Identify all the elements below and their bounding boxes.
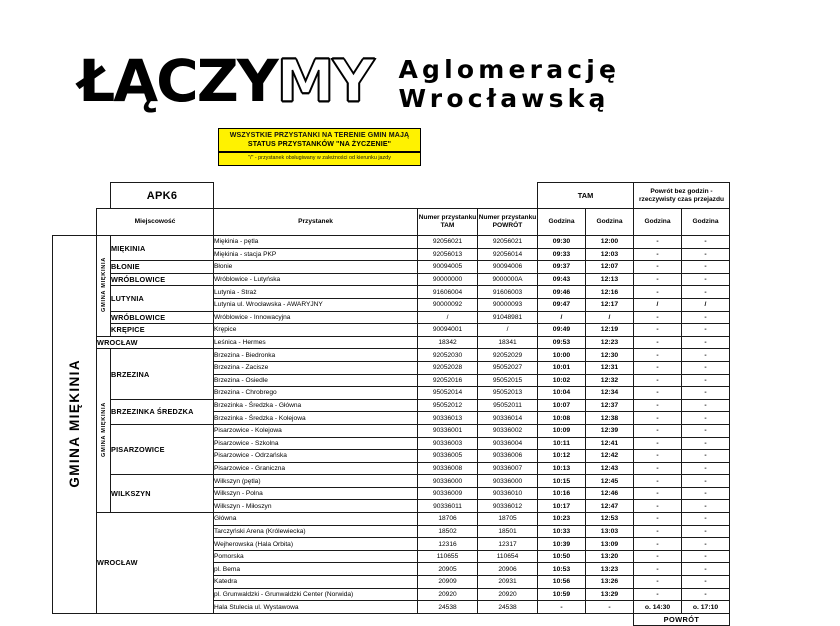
timetable-sheet: [0, 182, 840, 625]
stop-name-cell: Miękinia - pętla: [214, 236, 418, 249]
table-row: [53, 261, 730, 274]
stop-name-cell: Wilkszyn - Miłoszyn: [214, 500, 418, 513]
spacer-cell: [53, 209, 97, 236]
time-tam-1-cell: 10:56: [538, 576, 586, 589]
column-header-numer-tam: Numer przystanku TAM: [418, 209, 478, 236]
locality-cell: WRÓBLOWICE: [111, 311, 214, 324]
stop-number-powrot-cell: 90000093: [478, 298, 538, 311]
time-powrot-1-cell: -: [634, 513, 682, 526]
column-header-godzina-powrot-1: Godzina: [634, 209, 682, 236]
time-tam-2-cell: 12:00: [586, 236, 634, 249]
time-tam-1-cell: 10:15: [538, 475, 586, 488]
spacer-cell: [97, 183, 111, 209]
time-tam-1-cell: 10:07: [538, 399, 586, 412]
table-row: [53, 475, 730, 488]
notice-line1: WSZYSTKIE PRZYSTANKI NA TERENIE GMIN MAJĄ: [229, 131, 410, 139]
stop-number-tam-cell: 92052016: [418, 374, 478, 387]
time-powrot-2-cell: -: [682, 424, 730, 437]
time-powrot-1-cell: -: [634, 361, 682, 374]
time-powrot-1-cell: -: [634, 563, 682, 576]
stop-name-cell: Brzezina - Chrobrego: [214, 387, 418, 400]
locality-cell: WROCŁAW: [97, 513, 214, 614]
time-tam-2-cell: 12:13: [586, 273, 634, 286]
locality-cell: MIĘKINIA: [111, 236, 214, 261]
stop-name-cell: Wilkszyn - Polna: [214, 487, 418, 500]
time-tam-1-cell: 10:11: [538, 437, 586, 450]
time-powrot-1-cell: -: [634, 450, 682, 463]
time-tam-2-cell: 12:38: [586, 412, 634, 425]
time-tam-1-cell: 10:04: [538, 387, 586, 400]
time-tam-2-cell: 13:09: [586, 538, 634, 551]
time-tam-2-cell: 13:03: [586, 525, 634, 538]
time-tam-2-cell: 12:32: [586, 374, 634, 387]
time-tam-1-cell: 10:09: [538, 424, 586, 437]
brand-logo: [78, 47, 621, 115]
time-tam-1-cell: /: [538, 311, 586, 324]
time-powrot-2-cell: -: [682, 462, 730, 475]
time-powrot-2-cell: -: [682, 513, 730, 526]
time-tam-1-cell: 10:33: [538, 525, 586, 538]
stop-number-tam-cell: 92052030: [418, 349, 478, 362]
stop-name-cell: Pisarzowice - Kolejowa: [214, 424, 418, 437]
time-tam-2-cell: 13:23: [586, 563, 634, 576]
time-tam-2-cell: 12:46: [586, 487, 634, 500]
time-tam-2-cell: 12:03: [586, 248, 634, 261]
time-powrot-1-cell: -: [634, 374, 682, 387]
footer-row: [53, 613, 730, 626]
stop-number-tam-cell: 18342: [418, 336, 478, 349]
stop-number-powrot-cell: 18341: [478, 336, 538, 349]
locality-cell: WRÓBLOWICE: [111, 273, 214, 286]
stop-name-cell: Wejherowska (Hala Orbita): [214, 538, 418, 551]
time-tam-2-cell: 12:39: [586, 424, 634, 437]
time-powrot-1-cell: -: [634, 324, 682, 337]
time-powrot-2-cell: -: [682, 387, 730, 400]
logo-text-black: ŁĄCZY: [78, 47, 277, 115]
time-powrot-1-cell: -: [634, 462, 682, 475]
table-row: [53, 273, 730, 286]
time-powrot-1-cell: -: [634, 261, 682, 274]
stop-number-tam-cell: 95052014: [418, 387, 478, 400]
stop-name-cell: Brzezina - Zacisze: [214, 361, 418, 374]
stop-number-powrot-cell: 92056021: [478, 236, 538, 249]
stop-name-cell: Pisarzowice - Szkolna: [214, 437, 418, 450]
stop-number-powrot-cell: 95052011: [478, 399, 538, 412]
time-powrot-2-cell: /: [682, 298, 730, 311]
time-tam-1-cell: 10:17: [538, 500, 586, 513]
column-header-godzina-powrot-2: Godzina: [682, 209, 730, 236]
column-header-numer-powrot: Numer przystanku POWRÓT: [478, 209, 538, 236]
time-tam-1-cell: 09:46: [538, 286, 586, 299]
time-tam-1-cell: 10:13: [538, 462, 586, 475]
stop-name-cell: Hala Stulecia ul. Wystawowa: [214, 601, 418, 614]
time-tam-2-cell: 12:17: [586, 298, 634, 311]
locality-cell: BŁONIE: [111, 261, 214, 274]
stop-number-powrot-cell: 90336007: [478, 462, 538, 475]
time-powrot-2-cell: -: [682, 538, 730, 551]
stop-name-cell: Miękinia - stacja PKP: [214, 248, 418, 261]
column-header-godzina-tam-1: Godzina: [538, 209, 586, 236]
table-row: [53, 399, 730, 412]
stop-name-cell: Lutynia - Straż: [214, 286, 418, 299]
time-powrot-1-cell: -: [634, 236, 682, 249]
stop-name-cell: Brzezina - Osiedle: [214, 374, 418, 387]
stop-number-tam-cell: /: [418, 311, 478, 324]
time-tam-2-cell: 12:23: [586, 336, 634, 349]
logo-subtitle-line2: Wrocławską: [398, 84, 610, 113]
time-tam-2-cell: 13:26: [586, 576, 634, 589]
time-tam-2-cell: 13:20: [586, 550, 634, 563]
logo-subtitle: [398, 55, 620, 113]
stop-name-cell: Lutynia ul. Wrocławska - AWARYJNY: [214, 298, 418, 311]
stop-number-tam-cell: 110655: [418, 550, 478, 563]
time-powrot-1-cell: -: [634, 399, 682, 412]
stop-number-tam-cell: 90094005: [418, 261, 478, 274]
time-powrot-1-cell: -: [634, 349, 682, 362]
time-powrot-2-cell: -: [682, 412, 730, 425]
stop-name-cell: Brzezina - Biedronka: [214, 349, 418, 362]
timetable: [52, 182, 730, 626]
stop-name-cell: Główna: [214, 513, 418, 526]
time-tam-1-cell: 09:53: [538, 336, 586, 349]
time-tam-1-cell: 09:49: [538, 324, 586, 337]
stop-name-cell: pl. Grunwaldzki - Grunwaldzki Center (Norwida): [214, 588, 418, 601]
time-tam-1-cell: 09:37: [538, 261, 586, 274]
footer-powrot-label: POWRÓT: [634, 613, 730, 626]
logo-band: [0, 0, 840, 126]
table-row: [53, 236, 730, 249]
time-tam-1-cell: 10:39: [538, 538, 586, 551]
logo-text-outline: MY: [276, 47, 373, 115]
notice-footnote: "/" - przystanek obsługiwany w zależności od kierunku jazdy: [248, 155, 391, 162]
spacer-cell: [418, 183, 478, 209]
stop-number-powrot-cell: 12317: [478, 538, 538, 551]
time-tam-2-cell: 12:42: [586, 450, 634, 463]
time-tam-2-cell: 12:34: [586, 387, 634, 400]
time-powrot-2-cell: -: [682, 248, 730, 261]
time-tam-2-cell: 12:37: [586, 399, 634, 412]
stop-number-powrot-cell: 90336014: [478, 412, 538, 425]
stop-number-tam-cell: 90336013: [418, 412, 478, 425]
time-tam-1-cell: 10:53: [538, 563, 586, 576]
time-powrot-2-cell: -: [682, 437, 730, 450]
time-tam-2-cell: 12:43: [586, 462, 634, 475]
stop-number-powrot-cell: 18705: [478, 513, 538, 526]
locality-cell: WILKSZYN: [111, 475, 214, 513]
stop-number-powrot-cell: 90336010: [478, 487, 538, 500]
locality-cell: PISARZOWICE: [111, 424, 214, 474]
time-tam-2-cell: 12:16: [586, 286, 634, 299]
stop-name-cell: Brzezinka - Średzka - Główna: [214, 399, 418, 412]
locality-cell: KRĘPICE: [111, 324, 214, 337]
stop-name-cell: Wróblowice - Lutyńska: [214, 273, 418, 286]
time-powrot-1-cell: /: [634, 298, 682, 311]
stop-number-powrot-cell: 91606003: [478, 286, 538, 299]
time-powrot-1-cell: -: [634, 273, 682, 286]
stop-number-powrot-cell: 95052027: [478, 361, 538, 374]
time-powrot-1-cell: -: [634, 387, 682, 400]
stop-number-tam-cell: 90336000: [418, 475, 478, 488]
stop-number-powrot-cell: 90336002: [478, 424, 538, 437]
stop-number-powrot-cell: 92056014: [478, 248, 538, 261]
time-powrot-1-cell: -: [634, 538, 682, 551]
stop-number-powrot-cell: 90336000: [478, 475, 538, 488]
stop-number-tam-cell: 95052012: [418, 399, 478, 412]
stop-number-powrot-cell: 90094006: [478, 261, 538, 274]
time-tam-1-cell: 09:30: [538, 236, 586, 249]
time-powrot-1-cell: o. 14:30: [634, 601, 682, 614]
stop-number-tam-cell: 92056013: [418, 248, 478, 261]
time-powrot-1-cell: -: [634, 286, 682, 299]
time-powrot-2-cell: -: [682, 336, 730, 349]
time-powrot-1-cell: -: [634, 336, 682, 349]
time-tam-2-cell: 12:07: [586, 261, 634, 274]
stop-number-tam-cell: 24538: [418, 601, 478, 614]
time-tam-1-cell: 10:12: [538, 450, 586, 463]
stop-number-powrot-cell: 90336012: [478, 500, 538, 513]
time-tam-1-cell: 10:00: [538, 349, 586, 362]
stop-name-cell: Leśnica - Hermes: [214, 336, 418, 349]
stop-name-cell: Pomorska: [214, 550, 418, 563]
notice-main-text: [219, 129, 420, 151]
time-powrot-2-cell: -: [682, 261, 730, 274]
stop-number-tam-cell: 20909: [418, 576, 478, 589]
stop-name-cell: Błonie: [214, 261, 418, 274]
time-powrot-1-cell: -: [634, 437, 682, 450]
stop-number-powrot-cell: 24538: [478, 601, 538, 614]
header-row-top: [53, 183, 730, 209]
time-tam-1-cell: 10:23: [538, 513, 586, 526]
locality-cell: WROCŁAW: [97, 336, 214, 349]
stop-name-cell: Krępice: [214, 324, 418, 337]
notice-line2: STATUS PRZYSTANKÓW "NA ŻYCZENIE": [247, 140, 392, 149]
time-tam-1-cell: 09:33: [538, 248, 586, 261]
vertical-label-gmina-sub-1: GMINA MIĘKINIA: [97, 236, 111, 337]
group-header-powrot: Powrót bez godzin - rzeczywisty czas przejazdu: [634, 183, 730, 209]
header-row-columns: [53, 209, 730, 236]
table-row: [53, 513, 730, 526]
time-tam-2-cell: 12:19: [586, 324, 634, 337]
timetable-head: [53, 183, 730, 236]
time-tam-1-cell: -: [538, 601, 586, 614]
time-tam-1-cell: 09:43: [538, 273, 586, 286]
time-powrot-2-cell: -: [682, 487, 730, 500]
line-code-badge: APK6: [111, 183, 214, 209]
stop-number-tam-cell: 90336008: [418, 462, 478, 475]
time-powrot-1-cell: -: [634, 311, 682, 324]
time-tam-2-cell: -: [586, 601, 634, 614]
time-powrot-2-cell: -: [682, 563, 730, 576]
stop-name-cell: pl. Bema: [214, 563, 418, 576]
column-header-godzina-tam-2: Godzina: [586, 209, 634, 236]
locality-cell: BRZEZINA: [111, 349, 214, 399]
stop-number-powrot-cell: 91048981: [478, 311, 538, 324]
stop-number-tam-cell: 90000092: [418, 298, 478, 311]
time-tam-1-cell: 09:47: [538, 298, 586, 311]
stop-number-powrot-cell: 20906: [478, 563, 538, 576]
time-powrot-1-cell: -: [634, 487, 682, 500]
stop-name-cell: Wróblowice - Innowacyjna: [214, 311, 418, 324]
group-header-tam: TAM: [538, 183, 634, 209]
time-powrot-1-cell: -: [634, 525, 682, 538]
table-row: [53, 311, 730, 324]
stop-number-tam-cell: 90336001: [418, 424, 478, 437]
time-powrot-2-cell: -: [682, 236, 730, 249]
spacer-cell: [478, 183, 538, 209]
time-powrot-2-cell: -: [682, 361, 730, 374]
column-header-przystanek: Przystanek: [214, 209, 418, 236]
time-tam-2-cell: 12:45: [586, 475, 634, 488]
spacer-cell: [53, 613, 634, 626]
stop-number-powrot-cell: 90336006: [478, 450, 538, 463]
stop-number-tam-cell: 90336011: [418, 500, 478, 513]
time-powrot-2-cell: -: [682, 399, 730, 412]
stop-number-tam-cell: 20905: [418, 563, 478, 576]
stop-number-powrot-cell: 92052029: [478, 349, 538, 362]
stop-number-tam-cell: 90336005: [418, 450, 478, 463]
time-tam-1-cell: 10:50: [538, 550, 586, 563]
stop-number-powrot-cell: 110654: [478, 550, 538, 563]
time-tam-2-cell: 12:31: [586, 361, 634, 374]
time-tam-1-cell: 10:02: [538, 374, 586, 387]
stop-number-powrot-cell: 95052015: [478, 374, 538, 387]
time-powrot-1-cell: -: [634, 424, 682, 437]
table-row: [53, 349, 730, 362]
time-powrot-2-cell: -: [682, 588, 730, 601]
stop-number-powrot-cell: 20920: [478, 588, 538, 601]
locality-cell: BRZEZINKA ŚREDZKA: [111, 399, 214, 424]
stop-number-tam-cell: 90336003: [418, 437, 478, 450]
time-tam-2-cell: 12:41: [586, 437, 634, 450]
stop-name-cell: Brzezinka - Średzka - Kolejowa: [214, 412, 418, 425]
stop-number-tam-cell: 18706: [418, 513, 478, 526]
locality-cell: LUTYNIA: [111, 286, 214, 311]
spacer-cell: [53, 183, 97, 209]
time-tam-2-cell: 12:30: [586, 349, 634, 362]
time-powrot-1-cell: -: [634, 248, 682, 261]
column-header-miejscowosc: Miejscowość: [97, 209, 214, 236]
on-request-notice: [218, 128, 421, 166]
stop-number-powrot-cell: 95052013: [478, 387, 538, 400]
stop-number-tam-cell: 92052028: [418, 361, 478, 374]
stop-number-tam-cell: 12316: [418, 538, 478, 551]
timetable-body: [53, 236, 730, 626]
time-powrot-2-cell: -: [682, 374, 730, 387]
time-powrot-1-cell: -: [634, 500, 682, 513]
stop-number-powrot-cell: 18501: [478, 525, 538, 538]
vertical-label-gmina-sub-2: GMINA MIĘKINIA: [97, 349, 111, 513]
stop-number-tam-cell: 90336009: [418, 487, 478, 500]
time-powrot-2-cell: -: [682, 500, 730, 513]
time-powrot-2-cell: o. 17:10: [682, 601, 730, 614]
time-powrot-2-cell: -: [682, 349, 730, 362]
time-powrot-2-cell: -: [682, 450, 730, 463]
time-tam-1-cell: 10:01: [538, 361, 586, 374]
time-powrot-1-cell: -: [634, 550, 682, 563]
stop-number-powrot-cell: /: [478, 324, 538, 337]
time-powrot-2-cell: -: [682, 311, 730, 324]
logo-subtitle-line1: Aglomerację: [398, 55, 621, 84]
table-row: [53, 336, 730, 349]
stop-number-tam-cell: 20920: [418, 588, 478, 601]
time-powrot-2-cell: -: [682, 324, 730, 337]
time-tam-1-cell: 10:16: [538, 487, 586, 500]
table-row: [53, 424, 730, 437]
stop-name-cell: Wilkszyn (pętla): [214, 475, 418, 488]
time-tam-2-cell: 12:53: [586, 513, 634, 526]
stop-number-powrot-cell: 20931: [478, 576, 538, 589]
time-powrot-1-cell: -: [634, 412, 682, 425]
stop-name-cell: Katedra: [214, 576, 418, 589]
time-powrot-2-cell: -: [682, 475, 730, 488]
time-powrot-2-cell: -: [682, 273, 730, 286]
time-powrot-2-cell: -: [682, 550, 730, 563]
time-powrot-1-cell: -: [634, 576, 682, 589]
time-tam-2-cell: 13:29: [586, 588, 634, 601]
stop-number-tam-cell: 90000000: [418, 273, 478, 286]
time-tam-1-cell: 10:08: [538, 412, 586, 425]
stop-name-cell: Pisarzowice - Graniczna: [214, 462, 418, 475]
time-tam-2-cell: /: [586, 311, 634, 324]
spacer-cell: [214, 183, 418, 209]
stop-name-cell: Pisarzowice - Odrzańska: [214, 450, 418, 463]
time-powrot-1-cell: -: [634, 475, 682, 488]
time-powrot-1-cell: -: [634, 588, 682, 601]
time-powrot-2-cell: -: [682, 525, 730, 538]
time-tam-1-cell: 10:59: [538, 588, 586, 601]
stop-number-tam-cell: 18502: [418, 525, 478, 538]
time-powrot-2-cell: -: [682, 576, 730, 589]
stop-number-powrot-cell: 9000000A: [478, 273, 538, 286]
time-tam-2-cell: 12:47: [586, 500, 634, 513]
table-row: [53, 286, 730, 299]
table-row: [53, 324, 730, 337]
vertical-label-gmina-miekinia: GMINA MIĘKINIA: [53, 236, 97, 614]
stop-name-cell: Tarczyński Arena (Królewiecka): [214, 525, 418, 538]
stop-number-tam-cell: 92056021: [418, 236, 478, 249]
stop-number-powrot-cell: 90336004: [478, 437, 538, 450]
time-powrot-2-cell: -: [682, 286, 730, 299]
stop-number-tam-cell: 91606004: [418, 286, 478, 299]
stop-number-tam-cell: 90094001: [418, 324, 478, 337]
